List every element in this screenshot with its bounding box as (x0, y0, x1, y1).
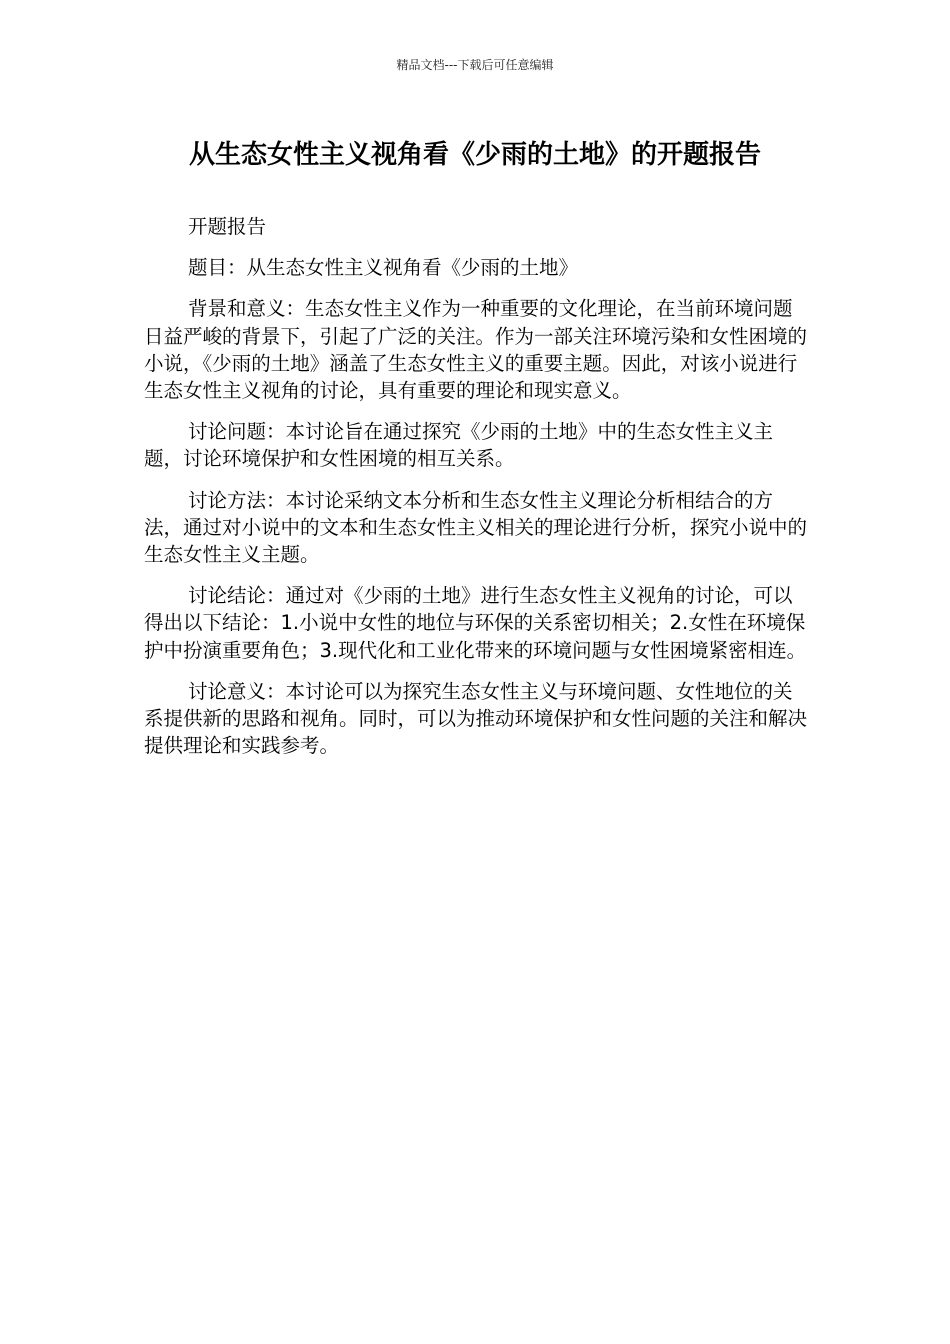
document-body (144, 213, 808, 773)
paragraph-research-method: 讨论方法：本讨论采纳文本分析和生态女性主义理论分析相结合的方法，通过对小说中的文本和生态女性主义相关的理论进行分析，探究小说中的生态女性主义主题。 (144, 488, 808, 567)
header-note: 精品文档---下载后可任意编辑 (396, 58, 554, 72)
paragraph-conclusion: 讨论结论：通过对《少雨的土地》进行生态女性主义视角的讨论，可以得出以下结论：1.小说中女性的地位与环保的关系密切相关；2.女性在环境保护中扮演重要角色；3.现代化和工业化带来的环境问题与女性困境紧密相连。 (144, 584, 807, 662)
paragraph-research-question: 讨论问题：本讨论旨在通过探究《少雨的土地》中的生态女性主义主题，讨论环境保护和女性困境的相互关系。 (144, 420, 774, 471)
paragraph-significance: 讨论意义：本讨论可以为探究生态女性主义与环境问题、女性地位的关系提供新的思路和视角。同时，可以为推动环境保护和女性问题的关注和解决提供理论和实践参考。 (144, 679, 808, 758)
paragraph-topic: 题目：从生态女性主义视角看《少雨的土地》 (188, 256, 579, 280)
paragraph-report-label: 开题报告 (188, 215, 267, 238)
paragraph-background: 背景和意义：生态女性主义作为一种重要的文化理论，在当前环境问题日益严峻的背景下，引起了广泛的关注。作为一部关注环境污染和女性困境的小说，《少雨的土地》涵盖了生态女性主义的重要主题。因此，对该小说进行生态女性主义视角的讨论，具有重要的理论和现实意义。 (144, 297, 808, 403)
document-title: 从生态女性主义视角看《少雨的土地》的开题报告 (188, 140, 761, 170)
